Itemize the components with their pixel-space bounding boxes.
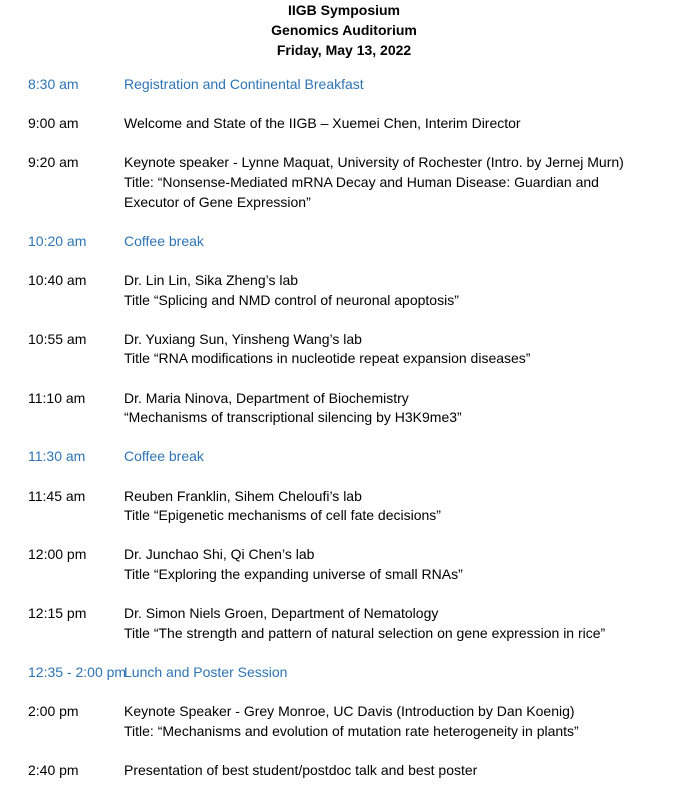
agenda-time: 10:40 am [28,272,87,288]
agenda-line-secondary: Executor of Gene Expression” [124,193,311,210]
agenda-description [124,389,684,428]
agenda-item [0,702,688,741]
agenda-description [124,702,684,741]
agenda-line-primary: Dr. Yuxiang Sun, Yinsheng Wang’s lab [124,330,362,347]
agenda-item [0,330,688,369]
agenda-time: 11:45 am [28,487,86,504]
agenda-time: 9:20 am [28,154,79,171]
agenda-item [0,232,688,252]
agenda-line-primary: Dr. Junchao Shi, Qi Chen’s lab [124,546,315,563]
agenda-item [0,271,688,310]
agenda-item [0,663,688,683]
agenda-time: 11:30 am [28,448,86,465]
symposium-title: IIGB Symposium [287,2,401,18]
agenda-time: 12:00 pm [28,546,87,563]
agenda-item [0,487,688,526]
agenda-item [0,389,688,428]
agenda-description [124,232,684,252]
agenda-line-secondary: Title: “Mechanisms and evolution of mutation rate heterogeneity in plants” [124,722,579,739]
agenda-line-primary: Dr. Maria Ninova, Department of Biochemistry [124,389,409,406]
agenda-time: 12:35 - 2:00 pm [28,664,127,680]
agenda-time: 11:10 am [28,389,86,406]
agenda-line-secondary: Title “The strength and pattern of natural selection on gene expression in rice” [124,624,606,641]
agenda-time: 9:00 am [28,115,79,132]
agenda-description [124,487,684,526]
agenda-line-primary: Coffee break [124,232,204,249]
agenda-time: 8:30 am [28,76,79,92]
agenda-description [124,271,684,310]
agenda-description [124,114,684,134]
agenda-line-secondary: Title “Epigenetic mechanisms of cell fate decisions” [124,507,441,524]
venue-name: Genomics Auditorium [271,22,417,38]
agenda-description [124,75,684,95]
event-date: Friday, May 13, 2022 [276,42,412,58]
agenda-line-primary: Reuben Franklin, Sihem Cheloufi’s lab [124,487,362,504]
agenda-line-primary: Welcome and State of the IIGB – Xuemei Chen, Interim Director [124,115,521,132]
agenda-item [0,604,688,643]
agenda-description [124,761,684,781]
document-header [0,0,688,60]
agenda-line-primary: Registration and Continental Breakfast [124,76,364,92]
agenda-item [0,114,688,134]
agenda-line-secondary: Title “Splicing and NMD control of neuronal apoptosis” [124,291,459,308]
agenda-description [124,545,684,584]
agenda-time: 10:20 am [28,232,87,249]
agenda-description [124,663,684,683]
agenda-description [124,604,684,643]
agenda-item [0,153,688,212]
agenda-item [0,75,688,95]
agenda-description [124,330,684,369]
agenda-time: 2:40 pm [28,762,79,778]
agenda-line-secondary: Title “RNA modifications in nucleotide repeat expansion diseases” [124,350,531,367]
agenda-time: 12:15 pm [28,605,87,622]
agenda-item [0,447,688,467]
agenda-description [124,447,684,467]
agenda-line-primary: Dr. Lin Lin, Sika Zheng’s lab [124,272,299,288]
agenda-line-primary: Keynote Speaker - Grey Monroe, UC Davis (Introduction by Dan Koenig) [124,703,575,720]
agenda-line-secondary: Title “Exploring the expanding universe of small RNAs” [124,565,463,582]
agenda-line-primary: Presentation of best student/postdoc talk and best poster [124,762,478,778]
agenda-time: 10:55 am [28,330,87,347]
agenda-line-secondary: “Mechanisms of transcriptional silencing by H3K9me3” [124,409,462,426]
agenda-line-primary: Dr. Simon Niels Groen, Department of Nematology [124,605,439,622]
agenda-time: 2:00 pm [28,703,79,720]
agenda-line-primary: Lunch and Poster Session [124,664,288,680]
agenda-description [124,153,684,212]
agenda-line-primary: Coffee break [124,448,204,465]
agenda-item [0,545,688,584]
agenda-line-secondary: Title: “Nonsense-Mediated mRNA Decay and Human Disease: Guardian and [124,173,599,190]
agenda-line-primary: Keynote speaker - Lynne Maquat, University of Rochester (Intro. by Jernej Murn) [124,154,624,171]
agenda-item [0,761,688,781]
